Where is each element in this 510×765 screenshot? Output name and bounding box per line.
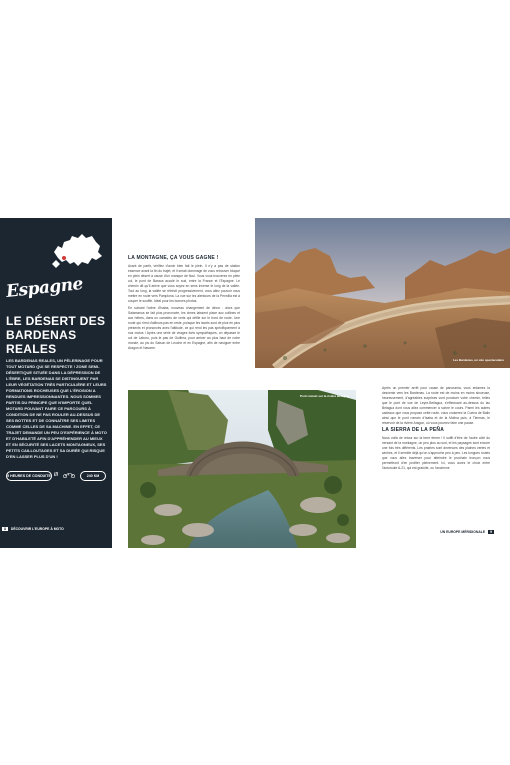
magazine-spread [0,218,510,550]
section-heading: LA MONTAGNE, ÇA VOUS GAGNE ! [128,255,219,261]
photo-caption: Les Bardenas, un site spectaculaire [452,358,504,362]
paragraph: En suivant l'arbre d'Isaba, nouveau changement de décor : alors que Salamanca se fait plus prononcée, les cimes laissent place aux collines et aux hêtres, dans un camaïeu de verts qui défile sur le bord de route. Une route qui n'est d'ailleurs pas en reste, puisque les lacets sont de plus en plus présents et prononcés avec l'altitude, ce qui rend les pas spécifiquement à nos motos ! Après une série de virages forts sympathiques, on dépasse le col de Laburu, puis le pas de Guillera, pour arriver au plus haut de notre monde, au pic du Saison de Leoche et en Espagne, afin de naviguer entre Aragon et Navarre. [128,306,240,350]
paragraph: Nous voilà de retour sur la terre ferme ! Il suffit d'être de l'autre côté du versant de la montagne, un peu plus au sud, et les paysages sont encore une fois très différents. Les prairies sont devenues des plaines vertes et sèches, et il semble déjà qu'on s'approche peu à peu. Les longues routes que vous allez traverser pour atteindre le prochain tronçon vous permettront d'en profiter pleinement. Ici, vous aurez le choix entre l'autoroute A-21, qui est gratuite, ou l'ancienne [382,436,490,470]
title-line-1: LE DÉSERT DES [6,314,106,328]
country-title: Espagne [5,274,84,302]
footer-label: UN EUROPE MÉRIDIONALE [440,530,486,534]
paragraph: Avant de partir, vérifiez d'avoir bien fait le plein. Il n'y a pas de station essence avant la fin du trajet, et il serait dommage de vous retrouver bloqué en plein désert à cause d'un manque de fioul. Vous vous trouverez en plein col, le pont de Baraca accolé le sud, entre la France et l'Espagne. Le chemin dit qu'il arrive que vous soyez en sens inverse le long de la vallée. Tout au long, la vallée se rétrécit progressivement, vous allez pouvoir vous mettre en route vers Pamplona. La vue sur les alentours de la Pennilla est à couper le souffle. Idéal pour les bonnes photos. [128,264,240,303]
page-number: 8 [4,527,6,531]
text-column-2 [382,386,490,473]
sidebar-panel [0,218,112,548]
europe-map-icon [48,230,104,274]
page-number: 9 [490,530,492,534]
intro-text: LES BARDENAS REALES, UN PÈLERINAGE POUR TOUT MOTARD QUI SE RESPECTE ! ZONE SEMI-DÉSERTIQUE SITUÉE DANS LA DÉPRESSION DE L'ÈBRE, LES BARDENAS SE DISTINGUENT PAR LEUR VÉGÉTATION TRÈS PARTICULIÈRE ET LEURS FORMATIONS ROCHEUSES QUE L'ÉROSION A RENDUES IMPRESSIONNANTES. NOUS SOMMES PARTIS DU PRINCIPE QUE N'IMPORTE QUEL MOTARD POUVANT FAIRE CE PARCOURS À CONDITION DE NE PAS ROULER AU-DESSUS DE SES BOTTES ET DE CONNAÎTRE SES LIMITES COMME CELLES DE SA MACHINE. EN EFFET, CE TRAJET DEMANDE UN PEU D'EXPÉRIENCE À MOTO ET D'HABILETÉ AFIN D'APPRÉHENDER AU MIEUX ET EN SÉCURITÉ SES LACETS MONTAGNEUX, SES PETITS CAILLOUTAGES ET SA DURÉE QUI RISQUE D'EN LASSER PLUS D'UN ! [6,358,107,459]
photo-bardenas-desert [255,218,510,368]
paragraph: Après un premier arrêt pour cause de panorama, vous entamez la descente vers les Bardenas. La route est de moins en moins sinueuse, heureusement, d'agréables surprises vont ponctuer votre chemin, telles que le pont de vue de Leyre-Bellagua, s'effectuant au-dessus du lac Belagua dont vous allez commencer à suivre le cours. Parmi les autres cadeaux que vous propose cette route, vous croiserez la Cueva de Balin ainsi que le pont romain d'Isaba et de la Molina puis, à Tiermas, le réservoir de la rivière Aragon, où vous pourrez faire une pause. [382,386,490,425]
photo-caption: Pont romain sur la rivière Belagua [300,394,349,398]
article-title [6,314,110,356]
motorcycle-icon [62,472,76,478]
duration-badge: 5 HEURES DE CONDUITE [6,471,52,481]
distance-badge: 240 KM [80,471,106,481]
footer-right [440,530,494,534]
footer-label: DÉCOUVRIR L'EUROPE À MOTO [10,527,64,531]
title-line-2: BARDENAS REALES [6,328,77,356]
section-heading: LA SIERRA DE LA PEÑA [382,427,445,433]
footer-left [2,527,64,531]
photo-roman-bridge [128,390,356,548]
trip-meta [6,471,108,481]
text-column-1 [128,256,240,353]
divider-slashes: /// [54,472,59,478]
